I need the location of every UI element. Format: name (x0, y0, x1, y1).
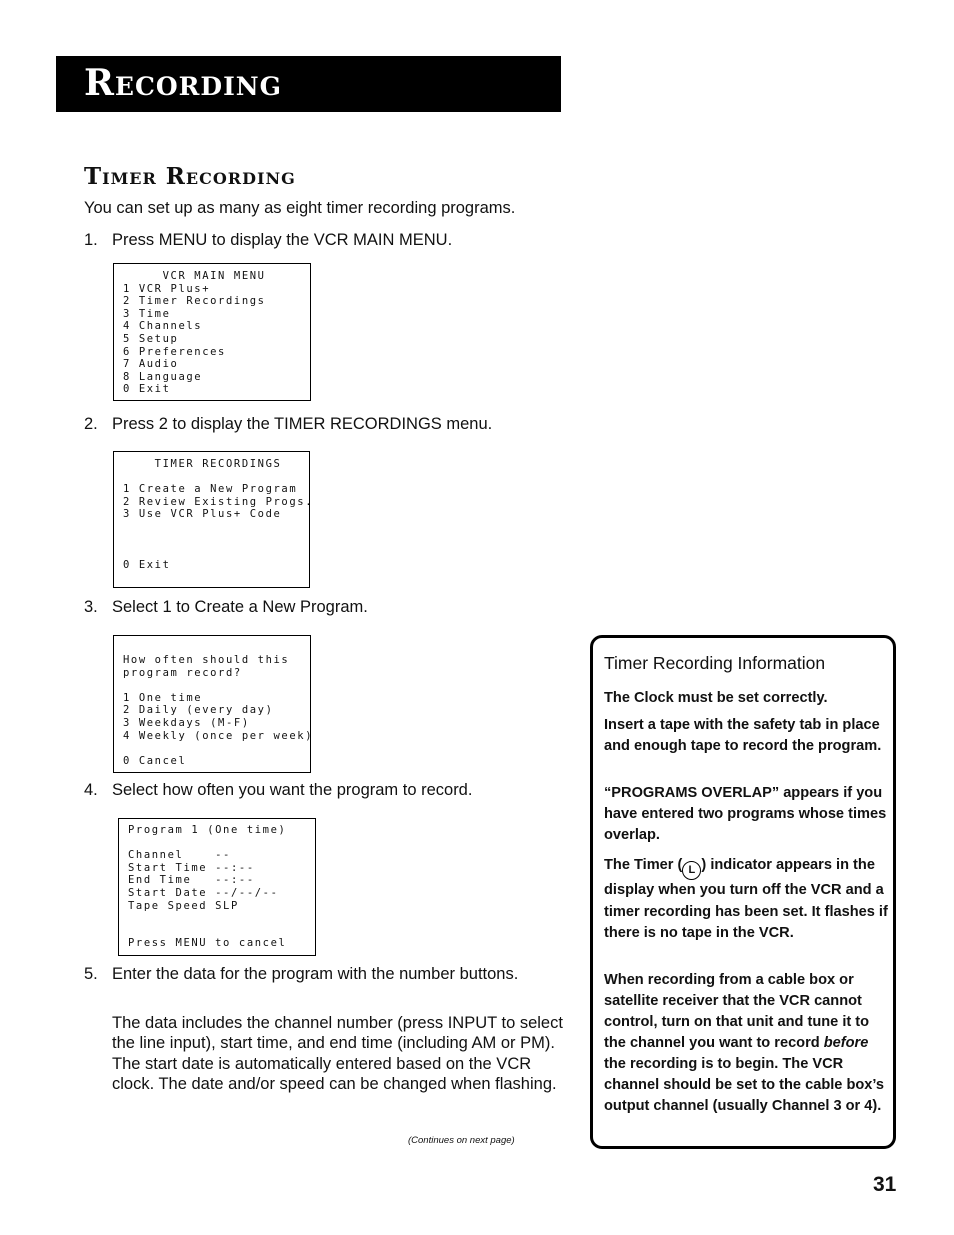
screen-line: Start Time --:-- (128, 861, 255, 874)
screen-line: 3 Use VCR Plus+ Code (123, 508, 282, 521)
screen-how-often (113, 635, 314, 773)
screen-program-entry (118, 818, 316, 956)
screen-line: 0 Exit (123, 383, 171, 396)
screen-line: 2 Daily (every day) (123, 704, 274, 717)
screen-line (123, 546, 309, 559)
screen-line (128, 912, 315, 925)
text-segment: When recording from a cable box or satellite receiver that the VCR cannot control, turn on that unit and tune it to the channel you want to record (604, 972, 870, 1051)
chapter-banner (56, 56, 561, 112)
screen-line: Channel -- (128, 849, 231, 862)
intro-text: You can set up as many as eight timer recording programs. (84, 199, 516, 217)
screen-line (123, 742, 310, 755)
section-title: Timer Recording (84, 163, 296, 190)
sidebar-cable-box-note (604, 970, 890, 1117)
continues-note: (Continues on next page) (408, 1135, 515, 1146)
step-number: 3. (84, 598, 98, 616)
step-text: Select 1 to Create a New Program. (112, 598, 368, 616)
text-segment: ) indicator appears in the display when you turn off the VCR and a timer recording has been set. It flashes if there is no tape in the VCR. (604, 857, 888, 941)
step-1 (84, 230, 562, 250)
sidebar-timer-indicator-note (604, 855, 890, 945)
sidebar-overlap-note: “PROGRAMS OVERLAP” appears if you have entered two programs whose times overlap. (604, 785, 887, 843)
screen-line (123, 471, 309, 484)
step-5-details: The data includes the channel number (press INPUT to select the line input), start time, and end time (including AM or PM). The start date is automatically entered based on the VCR clock. The date and/or speed can be changed when flashing. (112, 1014, 563, 1093)
sidebar-tape-note: Insert a tape with the safety tab in place and enough tape to record the program. (604, 717, 882, 754)
screen-timer-recordings (113, 451, 314, 588)
step-5 (84, 964, 562, 984)
text-segment: The Timer ( (604, 857, 683, 873)
screen-line (123, 679, 310, 692)
screen-line: 3 Time (123, 307, 171, 320)
screen-line: Tape Speed SLP (128, 899, 239, 912)
step-2 (84, 414, 562, 434)
info-sidebar (590, 635, 896, 1149)
sidebar-clock-note: The Clock must be set correctly. (604, 690, 828, 706)
screen-line (128, 925, 315, 938)
sidebar-title: Timer Recording Information (604, 653, 826, 673)
screen-line: 2 Timer Recordings (123, 295, 266, 308)
screen-line: VCR MAIN MENU (123, 270, 266, 282)
chapter-title: Recording (84, 62, 282, 104)
screen-line: 2 Review Existing Progs. (123, 495, 314, 508)
screen-line: 5 Setup (123, 332, 179, 345)
screen-line: Press MENU to cancel (128, 937, 287, 950)
step-text: Press 2 to display the TIMER RECORDINGS menu. (112, 415, 493, 433)
screen-line: 4 Weekly (once per week) (123, 729, 314, 742)
step-number: 5. (84, 965, 98, 983)
step-text: Select how often you want the program to record. (112, 781, 473, 799)
screen-line: TIMER RECORDINGS (123, 458, 282, 470)
step-4 (84, 780, 562, 800)
page-number: 31 (873, 1173, 897, 1196)
screen-line: 3 Weekdays (M-F) (123, 716, 250, 729)
screen-line: 4 Channels (123, 320, 203, 333)
screen-line (128, 837, 315, 850)
screen-line: Start Date --/--/-- (128, 886, 279, 899)
screen-line: 7 Audio (123, 358, 179, 371)
screen-line: 0 Cancel (123, 754, 187, 767)
step-number: 1. (84, 231, 98, 249)
screen-line: Program 1 (One time) (128, 824, 287, 836)
text-segment: the recording is to begin. The VCR channel should be set to the cable box’s output channel (usually Channel 3 or 4). (604, 1056, 885, 1114)
screen-line: 1 One time (123, 691, 203, 704)
screen-line: 6 Preferences (123, 345, 226, 358)
screen-line: End Time --:-- (128, 874, 255, 887)
step-3 (84, 597, 562, 617)
screen-line (123, 534, 309, 547)
screen-line (123, 521, 309, 534)
screen-line: 0 Exit (123, 558, 171, 571)
emphasis-before: before (823, 1035, 869, 1051)
step-text: Enter the data for the program with the number buttons. (112, 965, 519, 983)
screen-vcr-main-menu (113, 263, 311, 401)
screen-line: 1 VCR Plus+ (123, 282, 211, 295)
step-number: 2. (84, 415, 98, 433)
step-number: 4. (84, 781, 98, 799)
screen-line: 1 Create a New Program (123, 483, 298, 496)
screen-line: 8 Language (123, 370, 203, 383)
screen-line: program record? (123, 666, 242, 679)
step-text: Press MENU to display the VCR MAIN MENU. (112, 231, 453, 249)
timer-clock-icon: L (682, 861, 701, 880)
screen-line: How often should this (123, 654, 290, 666)
